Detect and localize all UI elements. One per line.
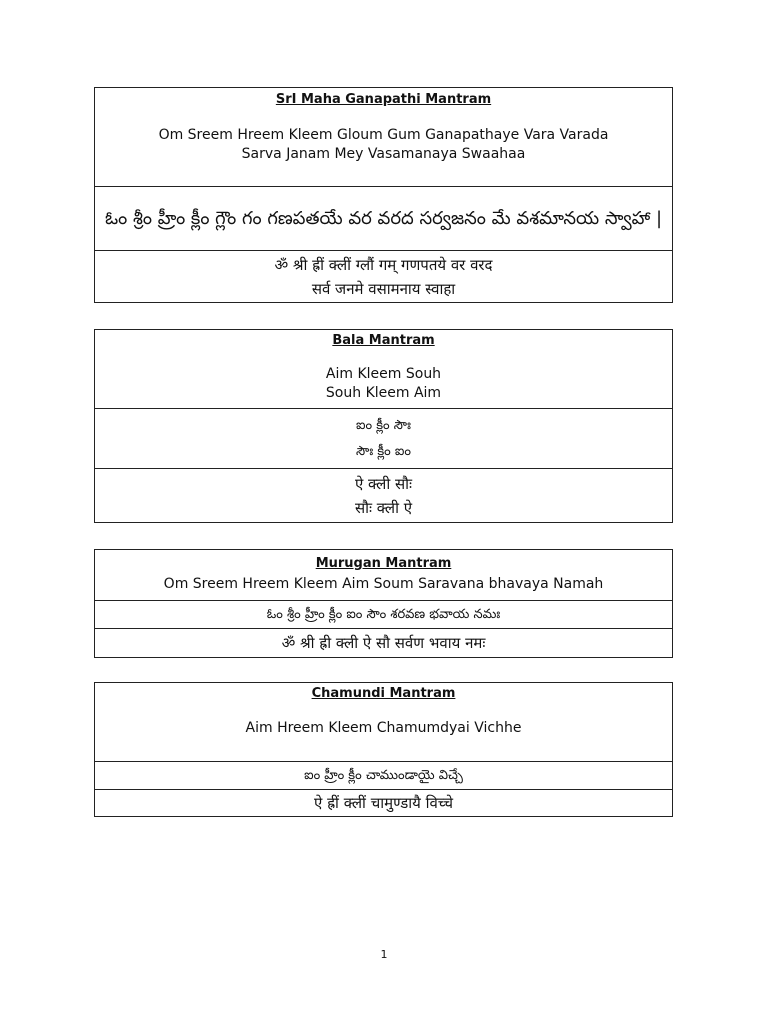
chamundi-telugu-cell bbox=[95, 761, 672, 789]
chamundi-devanagari-cell bbox=[95, 789, 672, 816]
devanagari-line: ऐ ह्रीं क्लीं चामुण्डायै विच्चे bbox=[314, 794, 453, 812]
devanagari-line: सौः क्ली ऐ bbox=[354, 498, 413, 517]
bala-english-cell bbox=[95, 330, 672, 408]
telugu-line: ఓం శ్రీం హ్రీం క్లీం గ్లౌం గం గణపతయే వర వరద సర్వజనం మే వశమానయ స్వాహా | bbox=[104, 207, 663, 229]
chamundi-mantra-table bbox=[94, 682, 673, 817]
ganapathi-telugu-cell bbox=[95, 186, 672, 250]
english-line: Om Sreem Hreem Kleem Gloum Gum Ganapathaye Vara Varada bbox=[158, 127, 609, 143]
murugan-english-cell bbox=[95, 550, 672, 600]
murugan-devanagari-cell bbox=[95, 628, 672, 657]
chamundi-english-cell bbox=[95, 683, 672, 761]
bala-devanagari-cell bbox=[95, 468, 672, 522]
english-line: Souh Kleem Aim bbox=[325, 385, 442, 401]
ganapathi-mantra-table bbox=[94, 87, 673, 303]
section-title: Bala Mantram bbox=[332, 333, 435, 348]
english-line: Aim Kleem Souh bbox=[325, 366, 442, 382]
telugu-line: ఐం క్లీం సౌః bbox=[356, 417, 411, 433]
ganapathi-english-cell bbox=[95, 88, 672, 186]
telugu-line: ఓం శ్రీం హ్రీం క్లీం ఐం సౌం శరవణ భవాయ నమః bbox=[266, 606, 501, 622]
devanagari-line: ॐ श्री ह्रीं क्लीं ग्लौं गम् गणपतये वर वरद bbox=[274, 255, 493, 274]
english-line: Om Sreem Hreem Kleem Aim Soum Saravana bhavaya Namah bbox=[163, 576, 604, 592]
murugan-telugu-cell bbox=[95, 600, 672, 628]
bala-mantra-table bbox=[94, 329, 673, 523]
english-line: Sarva Janam Mey Vasamanaya Swaahaa bbox=[241, 146, 526, 162]
section-title: SrI Maha Ganapathi Mantram bbox=[275, 92, 492, 107]
ganapathi-devanagari-cell bbox=[95, 250, 672, 302]
devanagari-line: ऐ क्ली सौः bbox=[354, 474, 413, 493]
telugu-line: ఐం హ్రీం క్లీం చాముండాయై విచ్చే bbox=[304, 767, 463, 783]
devanagari-line: सर्व जनमे वसामनाय स्वाहा bbox=[311, 279, 456, 298]
devanagari-line: ॐ श्री ह्री क्ली ऐ सौ सर्वण भवाय नमः bbox=[281, 634, 486, 652]
english-line: Aim Hreem Kleem Chamumdyai Vichhe bbox=[245, 720, 522, 736]
section-title: Chamundi Mantram bbox=[311, 686, 456, 701]
telugu-line: సౌః క్లీం ఐం bbox=[356, 443, 411, 459]
section-title: Murugan Mantram bbox=[315, 556, 452, 571]
murugan-mantra-table bbox=[94, 549, 673, 658]
bala-telugu-cell bbox=[95, 408, 672, 468]
page-number: 1 bbox=[380, 948, 388, 961]
